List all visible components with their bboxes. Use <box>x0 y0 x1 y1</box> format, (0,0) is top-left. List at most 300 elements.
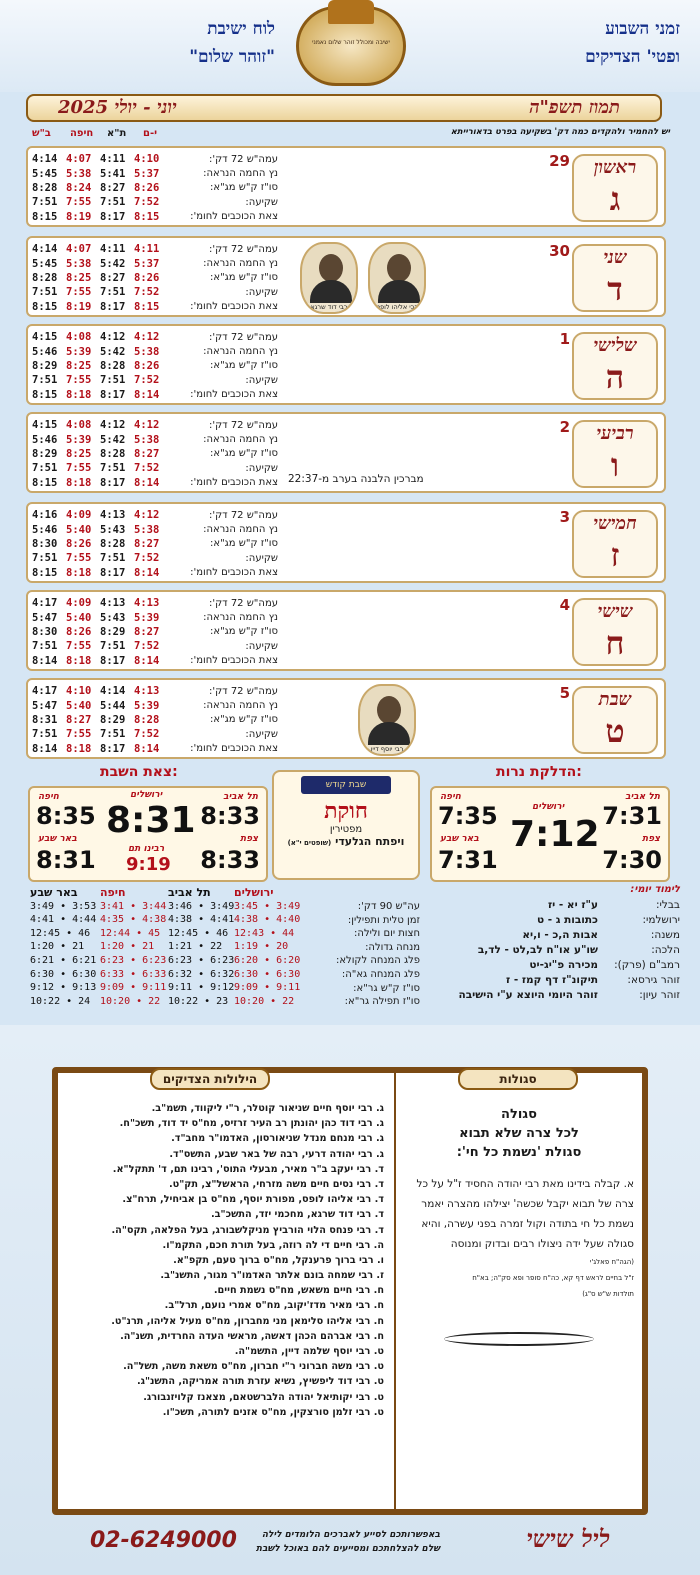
time-haifa: 7:55 <box>66 286 92 299</box>
time-jer: 8:14 <box>134 566 160 579</box>
parasha-box <box>272 770 420 880</box>
time-bs: 5:45 <box>32 257 58 270</box>
time-haifa: 7:55 <box>66 728 92 741</box>
day-card <box>26 678 666 759</box>
shabbat-haifa: 8:35 <box>36 802 96 830</box>
time-haifa: 7:55 <box>66 640 92 653</box>
time-label: שקיעה: <box>245 286 278 298</box>
zmanim-column <box>234 886 300 1008</box>
learning-value: תיקונ"ז דף קמז - ז <box>505 974 598 986</box>
time-bs: 7:51 <box>32 552 58 565</box>
zmanim-cell: 6:30 • 6:30 <box>234 968 301 980</box>
zmanim-city: חיפה <box>100 886 126 899</box>
time-row <box>32 566 278 580</box>
time-row <box>32 388 278 402</box>
time-row <box>32 551 278 565</box>
time-bs: 7:51 <box>32 640 58 653</box>
day-label <box>572 686 658 754</box>
time-bs: 8:28 <box>32 271 58 284</box>
time-row <box>32 625 278 639</box>
time-jer: 4:13 <box>134 685 160 698</box>
haftara <box>274 835 418 848</box>
zmanim-cell: 10:20 • 22 <box>100 995 161 1007</box>
candle-haifa-label: חיפה <box>440 792 461 802</box>
time-row <box>32 537 278 551</box>
day-card <box>26 502 666 583</box>
hilula-item: ט. רבי יוסף שלמה דיין, התשמ"ה. <box>234 1346 384 1357</box>
time-ta: 8:17 <box>100 654 126 667</box>
time-label: צאת הכוכבים לחומ': <box>190 211 278 223</box>
zmanim-label: סו"ז ק"ש גר"א: <box>353 982 420 994</box>
time-jer: 7:52 <box>134 286 160 299</box>
time-jer: 7:52 <box>134 374 160 387</box>
time-label: נץ החמה הנראה: <box>203 434 278 446</box>
col-head-bs: ב"ש <box>32 128 51 139</box>
time-row <box>32 330 278 344</box>
time-haifa: 5:40 <box>66 611 92 624</box>
time-bs: 7:51 <box>32 286 58 299</box>
time-ta: 8:27 <box>100 181 126 194</box>
time-ta: 8:28 <box>100 359 126 372</box>
portrait-head <box>387 254 411 282</box>
time-bs: 5:46 <box>32 523 58 536</box>
time-ta: 8:27 <box>100 271 126 284</box>
segula-subheading: לכל צרה שלא תבוא <box>459 1126 579 1141</box>
time-haifa: 5:38 <box>66 167 92 180</box>
time-bs: 4:14 <box>32 243 58 256</box>
time-ta: 5:42 <box>100 433 126 446</box>
time-label: עמה"ש 72 דק': <box>208 597 278 609</box>
time-label: שקיעה: <box>245 552 278 564</box>
time-ta: 7:51 <box>100 462 126 475</box>
footer-line-1: באפשרותכם לסייע לאברכים הלומדים לילה <box>261 1530 440 1540</box>
header-right-line1: זמני השבוע <box>605 19 680 39</box>
time-bs: 8:15 <box>32 476 58 489</box>
time-row <box>32 596 278 610</box>
time-jer: 8:14 <box>134 476 160 489</box>
day-name: ראשון <box>593 157 637 178</box>
time-jer: 8:28 <box>134 713 160 726</box>
time-ta: 5:42 <box>100 257 126 270</box>
time-haifa: 8:25 <box>66 359 92 372</box>
time-row <box>32 300 278 314</box>
shabbat-tzfat: 8:33 <box>200 846 260 874</box>
hilula-item: ח. רבי מאיר מדז'יקוב, מח"ס אמרי נועם, תרל"ב. <box>164 1300 384 1312</box>
time-jer: 8:14 <box>134 742 160 755</box>
time-row <box>32 152 278 166</box>
time-label: סו"ז ק"ש מג"א: <box>210 182 278 194</box>
zmanim-cell: 6:30 • 6:30 <box>30 968 97 980</box>
time-ta: 5:43 <box>100 611 126 624</box>
time-ta: 5:43 <box>100 523 126 536</box>
seal-text: ישיבה ומכולל זוהר שלום נאמני <box>312 39 390 46</box>
time-jer: 4:11 <box>134 243 160 256</box>
time-jer: 8:15 <box>134 210 160 223</box>
haftara-source: (שופטים י"א) <box>287 839 332 847</box>
time-haifa: 8:19 <box>66 300 92 313</box>
time-haifa: 8:26 <box>66 537 92 550</box>
time-row <box>32 476 278 490</box>
day-name: חמישי <box>593 513 637 534</box>
time-haifa: 8:18 <box>66 654 92 667</box>
zmanim-cell: 9:09 • 9:11 <box>100 982 167 994</box>
col-head-jer: י-ם <box>143 128 158 139</box>
zmanim-label: סו"ז תפילה גר"א: <box>344 996 420 1008</box>
candle-tzfat: 7:30 <box>602 846 662 874</box>
time-jer: 5:39 <box>134 699 160 712</box>
time-row <box>32 373 278 387</box>
day-greg-num: 30 <box>549 242 570 260</box>
col-head-haifa: חיפה <box>70 128 94 139</box>
time-row <box>32 508 278 522</box>
time-jer: 4:12 <box>134 419 160 432</box>
hilula-item: ג. רבי דוד כהן יהונתן רב העיר זרזיס, מח"ס יד דוד, תשכ"ח. <box>119 1118 384 1130</box>
time-row <box>32 256 278 270</box>
time-ta: 5:41 <box>100 167 126 180</box>
time-haifa: 7:55 <box>66 552 92 565</box>
shabbat-tzfat-label: צפת <box>240 834 258 844</box>
time-haifa: 5:40 <box>66 523 92 536</box>
hilulot-list <box>64 1101 384 1420</box>
time-label: צאת הכוכבים לחומ': <box>190 567 278 579</box>
hilula-item: ד. רבי נסים חיים משה מזרחי, הראשל"צ, תק"ט. <box>168 1178 384 1190</box>
time-jer: 5:39 <box>134 611 160 624</box>
tzaddik-portrait <box>358 684 416 756</box>
zmanim-cell: 9:12 • 9:13 <box>30 982 97 994</box>
time-row <box>32 610 278 624</box>
time-ta: 8:17 <box>100 300 126 313</box>
hilula-item: ד. רבי פנחס הלוי הורביץ מניקלשבורג, בעל הפלאה, תקס"ה. <box>111 1224 384 1236</box>
day-greg-num: 1 <box>559 330 570 348</box>
time-haifa: 7:55 <box>66 374 92 387</box>
zmanim-cell: 1:19 • 20 <box>234 941 289 953</box>
time-ta: 8:17 <box>100 742 126 755</box>
hilula-item: ז. רבי שמחה בונם אלתר האדמו"ר מגור, התשנ"ב. <box>160 1270 384 1282</box>
day-letter: ג <box>609 180 621 218</box>
zmanim-cell: 3:49 • 3:53 <box>30 900 97 912</box>
sunset-note: יש להחמיר ולהקדים כמה דק' בשקיעה בפרט בדאורייתא <box>450 127 670 137</box>
zmanim-cell: 10:22 • 23 <box>168 995 229 1007</box>
time-bs: 7:51 <box>32 374 58 387</box>
time-ta: 8:29 <box>100 625 126 638</box>
crown-icon <box>328 0 374 24</box>
time-label: נץ החמה הנראה: <box>203 346 278 358</box>
time-label: צאת הכוכבים לחומ': <box>190 743 278 755</box>
day-label <box>572 154 658 222</box>
day-name: שישי <box>597 601 633 622</box>
time-haifa: 8:25 <box>66 271 92 284</box>
hilula-item: ד. רבי אליהו לופס, מפורת יוסף, מח"ס בן אביחיל, תרח"צ. <box>122 1194 384 1206</box>
zmanim-cell: 4:38 • 4:41 <box>168 914 235 926</box>
tzaddik-portrait <box>368 242 426 314</box>
time-bs: 4:16 <box>32 509 58 522</box>
time-ta: 7:51 <box>100 196 126 209</box>
time-bs: 5:47 <box>32 611 58 624</box>
footer-line-2: שלם להצלחתכם ומסייעים להם באוכל לשבת <box>255 1544 440 1554</box>
time-haifa: 4:10 <box>66 685 92 698</box>
time-jer: 4:13 <box>134 597 160 610</box>
time-bs: 4:14 <box>32 153 58 166</box>
zmanim-cell: 4:35 • 4:38 <box>100 914 167 926</box>
learning-label: זוהר גירסא: <box>627 974 680 986</box>
shabbat-kodesh-banner: שבת קודש <box>301 776 391 794</box>
time-jer: 8:26 <box>134 359 160 372</box>
time-bs: 7:51 <box>32 196 58 209</box>
shabbat-bs: 8:31 <box>36 846 96 874</box>
segula-heading: סגולה <box>501 1107 537 1122</box>
zmanim-cell: 9:09 • 9:11 <box>234 982 301 994</box>
zmanim-label: חצות יום ולילה: <box>354 928 420 940</box>
zmanim-cell: 12:43 • 44 <box>234 927 295 939</box>
zmanim-cell: 10:22 • 24 <box>30 995 91 1007</box>
time-jer: 8:14 <box>134 388 160 401</box>
time-label: סו"ז ק"ש מג"א: <box>210 360 278 372</box>
time-row <box>32 654 278 668</box>
time-label: עמה"ש 72 דק': <box>208 331 278 343</box>
time-haifa: 7:55 <box>66 462 92 475</box>
candle-jer-label: ירושלים <box>532 802 565 812</box>
time-bs: 8:30 <box>32 625 58 638</box>
time-bs: 4:15 <box>32 331 58 344</box>
time-jer: 5:37 <box>134 167 160 180</box>
shabbat-haifa-label: חיפה <box>38 792 59 802</box>
time-label: עמה"ש 72 דק': <box>208 243 278 255</box>
time-label: סו"ז ק"ש מג"א: <box>210 272 278 284</box>
day-name: שלישי <box>593 335 637 356</box>
time-jer: 8:14 <box>134 654 160 667</box>
time-bs: 8:28 <box>32 181 58 194</box>
hilula-item: ג. רבי יהודה דרעי, רבה של באר שבע, התשס"ד. <box>169 1148 384 1160</box>
time-jer: 4:12 <box>134 509 160 522</box>
hilula-item: ג. רבי מנחם מנדל שניאורסון, האדמו"ר מחב"ד. <box>171 1133 384 1145</box>
time-bs: 5:45 <box>32 167 58 180</box>
time-ta: 4:13 <box>100 509 126 522</box>
candle-haifa: 7:35 <box>438 802 498 830</box>
time-haifa: 5:39 <box>66 345 92 358</box>
time-haifa: 5:40 <box>66 699 92 712</box>
time-row <box>32 359 278 373</box>
time-row <box>32 727 278 741</box>
time-row <box>32 418 278 432</box>
time-row <box>32 210 278 224</box>
time-jer: 5:38 <box>134 523 160 536</box>
time-jer: 7:52 <box>134 552 160 565</box>
time-label: עמה"ש 72 דק': <box>208 419 278 431</box>
haftara-label: מפטירין <box>329 824 363 835</box>
time-label: נץ החמה הנראה: <box>203 168 278 180</box>
time-jer: 5:38 <box>134 345 160 358</box>
time-label: סו"ז ק"ש מג"א: <box>210 538 278 550</box>
candle-box <box>430 786 670 882</box>
time-ta: 5:44 <box>100 699 126 712</box>
shabbat-end-title: צאת השבת: <box>100 764 178 780</box>
time-row <box>32 166 278 180</box>
time-label: שקיעה: <box>245 374 278 386</box>
time-label: עמה"ש 72 דק': <box>208 685 278 697</box>
day-card <box>26 324 666 405</box>
time-haifa: 4:07 <box>66 243 92 256</box>
time-haifa: 8:26 <box>66 625 92 638</box>
time-bs: 8:15 <box>32 388 58 401</box>
candle-title: הדלקת נרות: <box>496 764 582 780</box>
time-label: צאת הכוכבים לחומ': <box>190 477 278 489</box>
time-label: שקיעה: <box>245 728 278 740</box>
hilula-item: ד. רבי דוד שרגא, מחכמי יזד, התשכ"ב. <box>210 1209 384 1221</box>
time-row <box>32 684 278 698</box>
time-jer: 4:12 <box>134 331 160 344</box>
learning-label: משנה: <box>650 929 680 941</box>
day-card <box>26 146 666 227</box>
hilula-item: ט. רבי משה חברוני ר"י חברון, מח"ס משאת משה, תשל"ה. <box>123 1361 384 1373</box>
shabbat-jer: 8:31 <box>106 800 196 841</box>
zmanim-cell: 6:32 • 6:32 <box>168 968 235 980</box>
zmanim-column <box>100 886 166 1008</box>
day-greg-num: 29 <box>549 152 570 170</box>
time-jer: 8:27 <box>134 625 160 638</box>
zmanim-cell: 6:23 • 6:23 <box>100 954 167 966</box>
time-ta: 7:51 <box>100 374 126 387</box>
time-ta: 7:51 <box>100 640 126 653</box>
rabbeinu-tam: 9:19 <box>126 854 171 875</box>
time-haifa: 4:07 <box>66 153 92 166</box>
time-ta: 8:29 <box>100 713 126 726</box>
candle-bs: 7:31 <box>438 846 498 874</box>
day-letter: ז <box>610 536 620 574</box>
learning-value: כתובות ג - ט <box>536 914 598 926</box>
candle-ta-label: תל אביב <box>625 792 660 802</box>
time-row <box>32 285 278 299</box>
segula-name: סגולת 'נשמת כל חי': <box>456 1145 582 1160</box>
day-label <box>572 244 658 312</box>
zmanim-cell: 12:44 • 45 <box>100 927 161 939</box>
time-row <box>32 181 278 195</box>
portrait-head <box>377 696 401 724</box>
zmanim-cell: 12:45 • 46 <box>168 927 229 939</box>
shabbat-ta: 8:33 <box>200 802 260 830</box>
hilula-item: ט. רבי יקותיאל יהודה הלברשטאם, מצאנז קלויזנבורג. <box>143 1391 384 1403</box>
time-bs: 7:51 <box>32 728 58 741</box>
time-row <box>32 242 278 256</box>
haftara-name: ויפתח הגלעדי <box>335 835 405 848</box>
footer-phone: 02-6249000 <box>90 1528 237 1553</box>
day-label <box>572 510 658 578</box>
frame-divider <box>394 1073 396 1509</box>
hilula-item: ח. רבי אברהם הכהן דאשה, מראשי העדה החרדית, תשנ"ה. <box>120 1330 384 1342</box>
zmanim-column <box>168 886 234 1008</box>
hilula-item: ח. רבי חיים משאש, מח"ס נשמת חיים. <box>213 1285 384 1297</box>
hilula-item: ט. רבי זלמן סורצקין, מח"ס אזנים לתורה, תשכ"ו. <box>162 1406 384 1418</box>
time-bs: 5:46 <box>32 433 58 446</box>
learning-value: ע"ז יא - יז <box>547 899 598 911</box>
time-label: נץ החמה הנראה: <box>203 524 278 536</box>
segulot-title: סגולות <box>458 1068 578 1090</box>
zmanim-cell: 1:20 • 21 <box>100 941 155 953</box>
time-label: נץ החמה הנראה: <box>203 700 278 712</box>
zmanim-cell: 1:21 • 22 <box>168 941 223 953</box>
time-row <box>32 639 278 653</box>
time-bs: 8:15 <box>32 566 58 579</box>
time-jer: 8:15 <box>134 300 160 313</box>
zmanim-cell: 6:23 • 6:23 <box>168 954 235 966</box>
zmanim-cell: 12:45 • 46 <box>30 927 91 939</box>
time-label: צאת הכוכבים לחומ': <box>190 655 278 667</box>
time-haifa: 4:09 <box>66 509 92 522</box>
header-left-line2: "זוהר שלום" <box>189 47 275 67</box>
learning-value: אבות ה,כ - ו,יא <box>522 929 598 941</box>
time-label: סו"ז ק"ש מג"א: <box>210 448 278 460</box>
zmanim-cell: 4:38 • 4:40 <box>234 914 301 926</box>
time-row <box>32 271 278 285</box>
zmanim-label: עה"ש 90 דק': <box>357 901 420 912</box>
candle-jer: 7:12 <box>510 814 600 855</box>
time-jer: 8:26 <box>134 181 160 194</box>
time-jer: 7:52 <box>134 640 160 653</box>
learning-label: הלכה: <box>651 944 680 956</box>
time-label: סו"ז ק"ש מג"א: <box>210 626 278 638</box>
time-haifa: 8:18 <box>66 742 92 755</box>
shabbat-end-box <box>28 786 268 882</box>
rabbeinu-tam-label: רבינו תם <box>128 844 165 854</box>
month-bar <box>26 94 662 122</box>
time-ta: 8:17 <box>100 476 126 489</box>
learning-value: זוהר היומי היוצא ע"י הישיבה <box>458 989 598 1001</box>
time-jer: 5:37 <box>134 257 160 270</box>
time-haifa: 8:18 <box>66 566 92 579</box>
ornament-divider <box>444 1332 594 1346</box>
time-row <box>32 522 278 536</box>
zmanim-cell: 6:20 • 6:20 <box>234 954 301 966</box>
hilulot-title: הילולות הצדיקים <box>150 1068 270 1090</box>
time-haifa: 8:18 <box>66 388 92 401</box>
time-bs: 4:15 <box>32 419 58 432</box>
time-ta: 4:14 <box>100 685 126 698</box>
segulot-panel <box>404 1101 634 1346</box>
time-jer: 7:52 <box>134 728 160 741</box>
header-right-line2: ופטי' הצדיקים <box>585 47 680 67</box>
time-ta: 8:17 <box>100 388 126 401</box>
time-haifa: 4:08 <box>66 331 92 344</box>
time-ta: 7:51 <box>100 552 126 565</box>
zmanim-cell: 3:46 • 3:49 <box>168 900 235 912</box>
zmanim-cell: 3:45 • 3:49 <box>234 900 301 912</box>
time-label: שקיעה: <box>245 196 278 208</box>
time-jer: 7:52 <box>134 196 160 209</box>
zmanim-cell: 1:20 • 21 <box>30 941 85 953</box>
time-ta: 8:17 <box>100 566 126 579</box>
time-jer: 8:27 <box>134 537 160 550</box>
zmanim-label: מנחה גדולה: <box>365 941 420 953</box>
time-ta: 8:28 <box>100 537 126 550</box>
header-left-line1: לוח ישיבת <box>207 19 275 39</box>
zmanim-cell: 6:33 • 6:33 <box>100 968 167 980</box>
candle-tzfat-label: צפת <box>642 834 660 844</box>
zmanim-cell: 6:21 • 6:21 <box>30 954 97 966</box>
time-haifa: 8:19 <box>66 210 92 223</box>
time-bs: 8:14 <box>32 654 58 667</box>
time-jer: 7:52 <box>134 462 160 475</box>
footer <box>0 1520 700 1575</box>
shabbat-jer-label: ירושלים <box>130 790 163 800</box>
learning-label: ירושלמי: <box>642 914 680 926</box>
time-haifa: 8:18 <box>66 476 92 489</box>
learning-title: לימוד יומי: <box>630 884 680 895</box>
time-jer: 8:26 <box>134 271 160 284</box>
day-name: רביעי <box>596 423 634 444</box>
zmanim-city: תל אביב <box>168 886 211 899</box>
zmanim-cell: 10:20 • 22 <box>234 995 295 1007</box>
time-row <box>32 447 278 461</box>
time-bs: 8:29 <box>32 447 58 460</box>
